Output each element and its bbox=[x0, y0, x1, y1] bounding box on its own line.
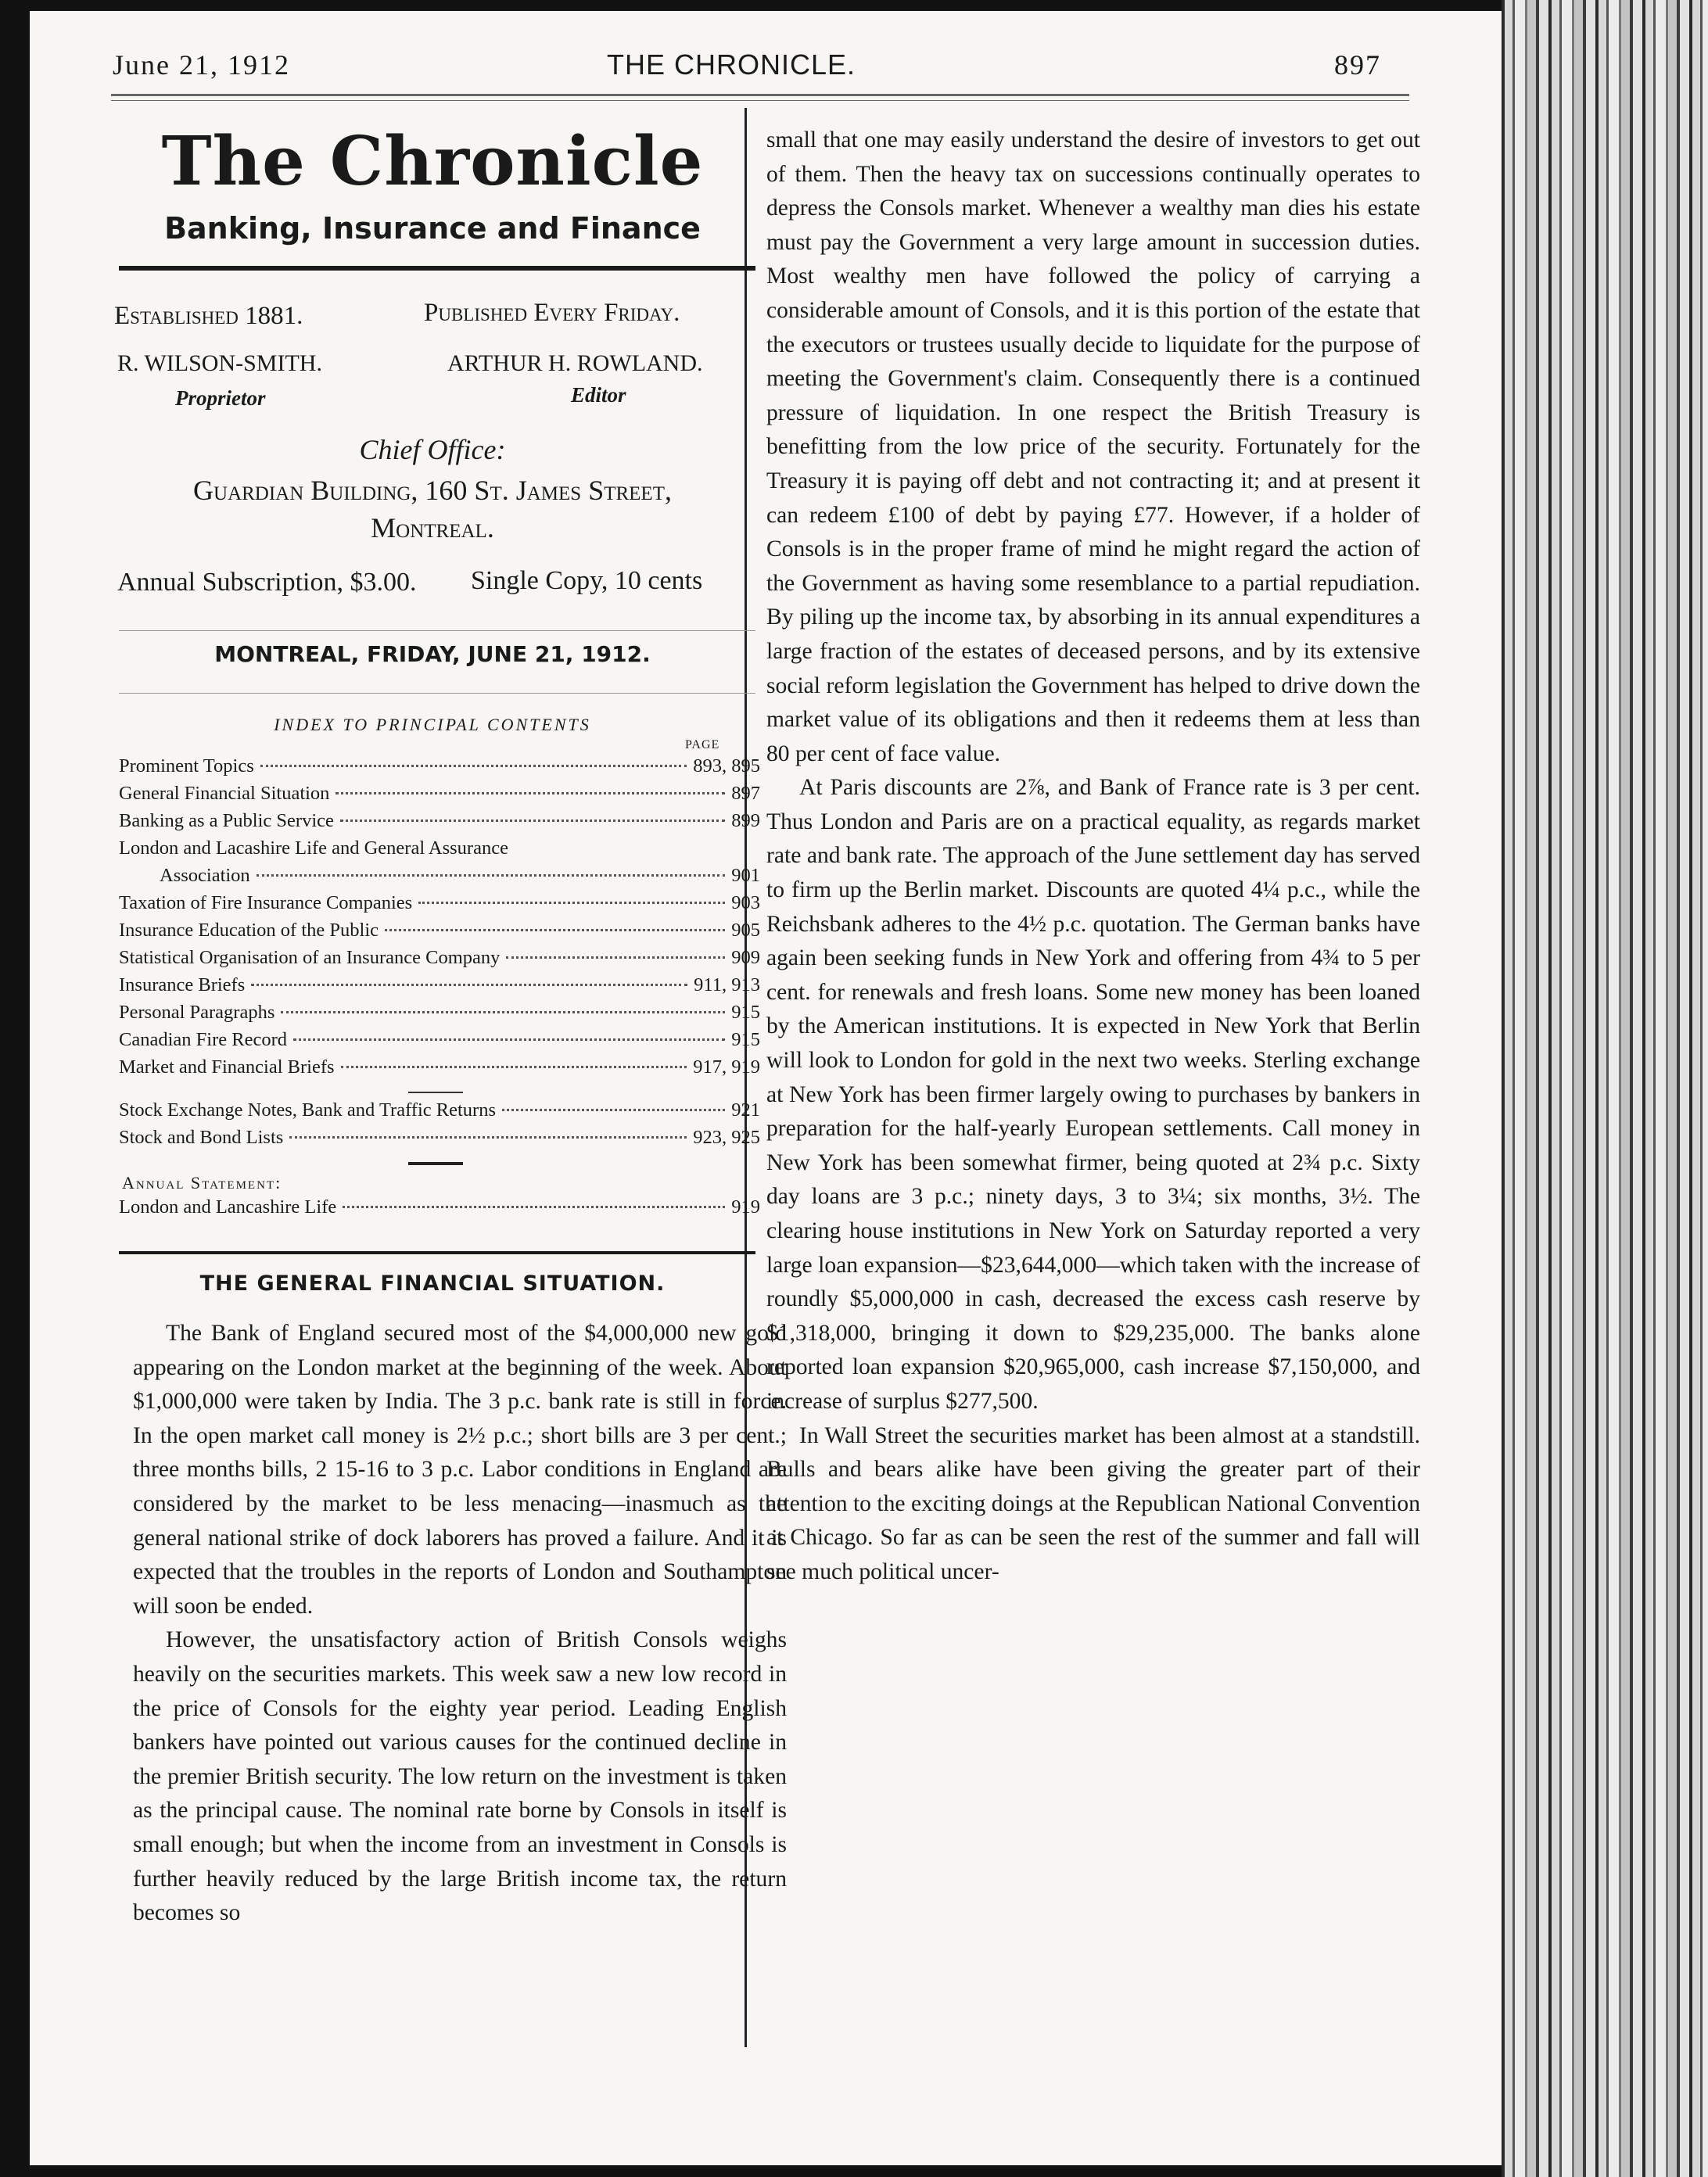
index-list bbox=[119, 755, 760, 1084]
index-entry-label: Banking as a Public Service bbox=[119, 810, 334, 831]
index-entry[interactable] bbox=[119, 810, 760, 837]
index-entry-page: 909 bbox=[731, 947, 760, 968]
leader-dots bbox=[340, 820, 725, 822]
index-entry-page: 915 bbox=[731, 1002, 760, 1023]
index-entry-page: 923, 925 bbox=[693, 1127, 760, 1148]
leader-dots bbox=[289, 1136, 687, 1139]
index-entry-page: 903 bbox=[731, 892, 760, 913]
index-entry-page: 919 bbox=[731, 1196, 760, 1218]
index-entry[interactable] bbox=[119, 865, 760, 892]
index-entry[interactable] bbox=[119, 755, 760, 783]
office-address: Guardian Building, 160 St. James Street, bbox=[193, 475, 672, 506]
index-entry-label: London and Lacashire Life and General Assurance bbox=[119, 837, 508, 859]
index-entry[interactable] bbox=[119, 1056, 760, 1084]
leader-dots bbox=[506, 956, 725, 959]
running-head-date: June 21, 1912 bbox=[113, 49, 290, 81]
leader-dots bbox=[260, 765, 687, 767]
chief-office-label: Chief Office: bbox=[359, 434, 506, 465]
index-entry[interactable] bbox=[119, 1002, 760, 1029]
leader-dots bbox=[257, 874, 726, 877]
index-entry[interactable] bbox=[119, 947, 760, 974]
header-rule-thin bbox=[111, 100, 1409, 101]
leader-dots bbox=[502, 1109, 725, 1111]
index-entry-label: Insurance Education of the Public bbox=[119, 920, 379, 941]
index-entry-page: 915 bbox=[731, 1029, 760, 1050]
index-entry-label: General Financial Situation bbox=[119, 783, 330, 804]
index-entry[interactable] bbox=[119, 920, 760, 947]
index-entry-label: Prominent Topics bbox=[119, 755, 254, 776]
article-paragraph: The Bank of England secured most of the $4,000,000 new gold appearing on the London market at the beginning of the week. About $1,000,000 were taken by India. The 3 p.c. bank rate is still in force. In the open market call money is 2½ p.c.; short bills are 3 per cent.; three months bills, 2 15-16 to 3 p.c. Labor conditions in England are considered by the market to be less menacing—inasmuch as the general national strike of dock laborers has proved a failure. And it is expected that the troubles in the reports of London and Southampton will soon be ended. bbox=[133, 1321, 787, 1619]
article-left-column bbox=[133, 1317, 787, 1931]
index-heading: INDEX TO PRINCIPAL CONTENTS bbox=[274, 715, 591, 734]
article-right-column bbox=[766, 124, 1420, 1590]
index-entry-page: 893, 895 bbox=[693, 755, 760, 776]
index-entry-page: 897 bbox=[731, 783, 760, 804]
index-entry[interactable] bbox=[119, 974, 760, 1002]
masthead-rule bbox=[119, 266, 755, 271]
running-head-page-number: 897 bbox=[1334, 49, 1381, 81]
annual-statement-list bbox=[119, 1196, 760, 1224]
book-page-edges bbox=[1502, 0, 1708, 2177]
subscription-price: Annual Subscription, $3.00. bbox=[117, 568, 417, 597]
index-entry-label: Personal Paragraphs bbox=[119, 1002, 275, 1023]
index-entry[interactable] bbox=[119, 892, 760, 920]
article-heading: THE GENERAL FINANCIAL SITUATION. bbox=[199, 1271, 666, 1296]
section-rule bbox=[119, 1251, 755, 1254]
editor-name: ARTHUR H. ROWLAND. bbox=[447, 350, 703, 376]
index-entry-label: Stock Exchange Notes, Bank and Traffic Returns bbox=[119, 1099, 496, 1121]
index-entry-label: London and Lancashire Life bbox=[119, 1196, 337, 1218]
short-rule bbox=[408, 1092, 463, 1093]
index-entry-label: Statistical Organisation of an Insurance Company bbox=[119, 947, 501, 968]
article-paragraph: At Paris discounts are 2⅞, and Bank of France rate is 3 per cent. Thus London and Paris are on a practical equality, as regards market rate and bank rate. The approach of the June settlement day has served to firm up the Berlin market. Discounts are quoted 4¼ p.c., while the Reichsbank adheres to the 4½ p.c. quotation. The German banks have again been seeking funds in New York and offering from 4¾ to 5 per cent. for renewals and fresh loans. Some new money has been loaned by the American institutions. It is expected in New York that Berlin will look to London for gold in the next two weeks. Sterling exchange at New York has been firmer largely owing to purchases by bankers in preparation for the half-yearly European settlements. Call money in New York has been somewhat firmer, being quoted at 2¾ p.c. Sixty day loans are 3 p.c.; ninety days, 3 to 3¼; six months, 3½. The clearing house institutions in New York on Saturday reported a very large loan expansion—$23,644,000—which taken with the increase of roundly $5,000,000 in cash, decreased the excess cash reserve by $1,318,000, bringing it down to $29,235,000. The banks alone reported loan expansion $20,965,000, cash increase $7,150,000, and increase of surplus $277,500. bbox=[766, 775, 1420, 1414]
index-list-secondary bbox=[119, 1099, 760, 1154]
index-entry[interactable] bbox=[119, 837, 760, 865]
established-line: Established 1881. bbox=[114, 302, 303, 330]
masthead-subtitle: Banking, Insurance and Finance bbox=[164, 211, 701, 246]
proprietor-role: Proprietor bbox=[175, 386, 266, 410]
short-rule bbox=[408, 1162, 463, 1165]
index-entry-label: Insurance Briefs bbox=[119, 974, 246, 995]
index-entry-page: 901 bbox=[731, 865, 760, 886]
index-entry[interactable] bbox=[119, 1099, 760, 1127]
index-entry-label: Stock and Bond Lists bbox=[119, 1127, 284, 1148]
newspaper-page bbox=[30, 11, 1525, 2165]
leader-dots bbox=[418, 902, 725, 904]
leader-dots bbox=[341, 1066, 687, 1068]
index-entry-label: Canadian Fire Record bbox=[119, 1029, 287, 1050]
index-entry[interactable] bbox=[119, 1029, 760, 1056]
rule bbox=[119, 630, 755, 631]
article-paragraph: However, the unsatisfactory action of British Consols weighs heavily on the securities markets. This week saw a new low record in the price of Consols for the eighty year period. Leading English bankers have pointed out various causes for the continued decline in the premier British security. The low return on the investment is taken as the principal cause. The nominal rate borne by Consols in itself is small enough; but when the income from an investment in Consols is further heavily reduced by the large British income tax, the return becomes so bbox=[133, 1627, 787, 1926]
index-entry-page: 921 bbox=[731, 1099, 760, 1121]
leader-dots bbox=[281, 1011, 725, 1013]
dateline: MONTREAL, FRIDAY, JUNE 21, 1912. bbox=[214, 641, 651, 667]
leader-dots bbox=[251, 984, 687, 986]
index-entry-page: 911, 913 bbox=[694, 974, 760, 995]
annual-statement-heading: Annual Statement: bbox=[122, 1173, 282, 1193]
leader-dots bbox=[293, 1038, 725, 1041]
running-head-journal: THE CHRONICLE. bbox=[607, 48, 856, 81]
editor-role: Editor bbox=[571, 383, 626, 407]
index-entry-label: Market and Financial Briefs bbox=[119, 1056, 335, 1078]
single-copy-price: Single Copy, 10 cents bbox=[471, 566, 703, 595]
index-entry-page: 917, 919 bbox=[693, 1056, 760, 1078]
leader-dots bbox=[336, 792, 725, 794]
index-entry[interactable] bbox=[119, 1196, 760, 1224]
header-rule bbox=[111, 94, 1409, 96]
index-page-label: PAGE bbox=[685, 738, 720, 751]
index-entry[interactable] bbox=[119, 783, 760, 810]
article-paragraph: In Wall Street the securities market has been almost at a standstill. Bulls and bears alike have been giving the greater part of their attention to the exciting doings at the Republican National Convention at Chicago. So far as can be seen the rest of the summer and fall will see much political uncer- bbox=[766, 1422, 1420, 1584]
masthead-title: The Chronicle bbox=[161, 122, 704, 201]
index-entry-label: Association bbox=[160, 865, 250, 886]
article-paragraph: small that one may easily understand the desire of investors to get out of them. Then the heavy tax on successions continually operates to depress the Consols market. Whenever a wealthy man dies his estate must pay the Government a very large amount in succession duties. Most wealthy men have followed the policy of carrying a considerable amount of Consols, and it is this portion of the estate that the executors or trustees usually decide to liquidate for the purpose of meeting the Government's claim. Consequently there is a continued pressure of liquidation. In one respect the British Treasury is benefitting from the low price of the security. Fortunately for the Treasury it is paying off debt and not contracting it; and at present it can redeem £100 of debt by paying £77. However, if a holder of Consols is in the proper frame of mind he might regard the action of the Government as having some resemblance to a partial repudiation. By piling up the income tax, by absorbing in its annual expenditures a large fraction of the estates of deceased persons, and by its extensive social reform legislation the Government has helped to drive down the market value of its obligations and then it redeems them at less than 80 per cent of face value. bbox=[766, 127, 1420, 766]
index-entry-page: 899 bbox=[731, 810, 760, 831]
leader-dots bbox=[343, 1206, 725, 1208]
rule bbox=[119, 693, 755, 694]
proprietor-name: R. WILSON-SMITH. bbox=[117, 350, 322, 376]
index-entry-page: 905 bbox=[731, 920, 760, 941]
index-entry[interactable] bbox=[119, 1127, 760, 1154]
published-line: Published Every Friday. bbox=[424, 299, 680, 327]
office-city: Montreal. bbox=[371, 512, 494, 543]
index-entry-label: Taxation of Fire Insurance Companies bbox=[119, 892, 413, 913]
leader-dots bbox=[385, 929, 725, 931]
